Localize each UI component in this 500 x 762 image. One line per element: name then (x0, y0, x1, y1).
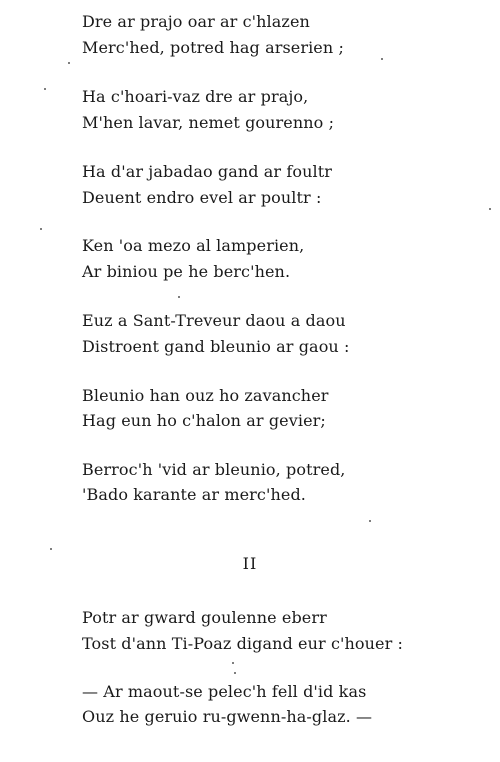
scan-speck (68, 62, 70, 64)
verse-line: Ha d'ar jabadao gand ar foultr (82, 162, 333, 181)
verse-line: Dre ar prajo oar ar c'hlazen (82, 12, 310, 31)
scan-speck (44, 88, 46, 90)
verse-line: Potr ar gward goulenne eberr (82, 608, 327, 627)
verse-line: M'hen lavar, nemet gourenno ; (82, 113, 335, 132)
scan-speck (234, 672, 236, 674)
verse-line: Berroc'h 'vid ar bleunio, potred, (82, 460, 346, 479)
verse-line: Tost d'ann Ti-Poaz digand eur c'houer : (82, 634, 404, 653)
verse-line: Hag eun ho c'halon ar gevier; (82, 411, 326, 430)
scan-speck (489, 208, 491, 210)
verse-line: Distroent gand bleunio ar gaou : (82, 337, 350, 356)
scan-speck (232, 662, 234, 664)
verse-line: 'Bado karante ar merc'hed. (82, 485, 306, 504)
verse-line: Ar biniou pe he berc'hen. (82, 262, 291, 281)
verse-line: Ken 'oa mezo al lamperien, (82, 236, 305, 255)
section-heading: II (242, 554, 258, 573)
verse-line: — Ar maout-se pelec'h fell d'id kas (82, 682, 367, 701)
verse-line: Ouz he geruio ru-gwenn-ha-glaz. — (82, 707, 373, 726)
scan-speck (381, 58, 383, 60)
verse-line: Merc'hed, potred hag arserien ; (82, 38, 344, 57)
verse-line: Bleunio han ouz ho zavancher (82, 386, 329, 405)
scan-speck (40, 228, 42, 230)
verse-line: Deuent endro evel ar poultr : (82, 188, 322, 207)
scan-speck (369, 520, 371, 522)
scan-speck (178, 296, 180, 298)
verse-line: Euz a Sant-Treveur daou a daou (82, 311, 346, 330)
verse-line: Ha c'hoari-vaz dre ar prajo, (82, 87, 309, 106)
scan-speck (50, 548, 52, 550)
